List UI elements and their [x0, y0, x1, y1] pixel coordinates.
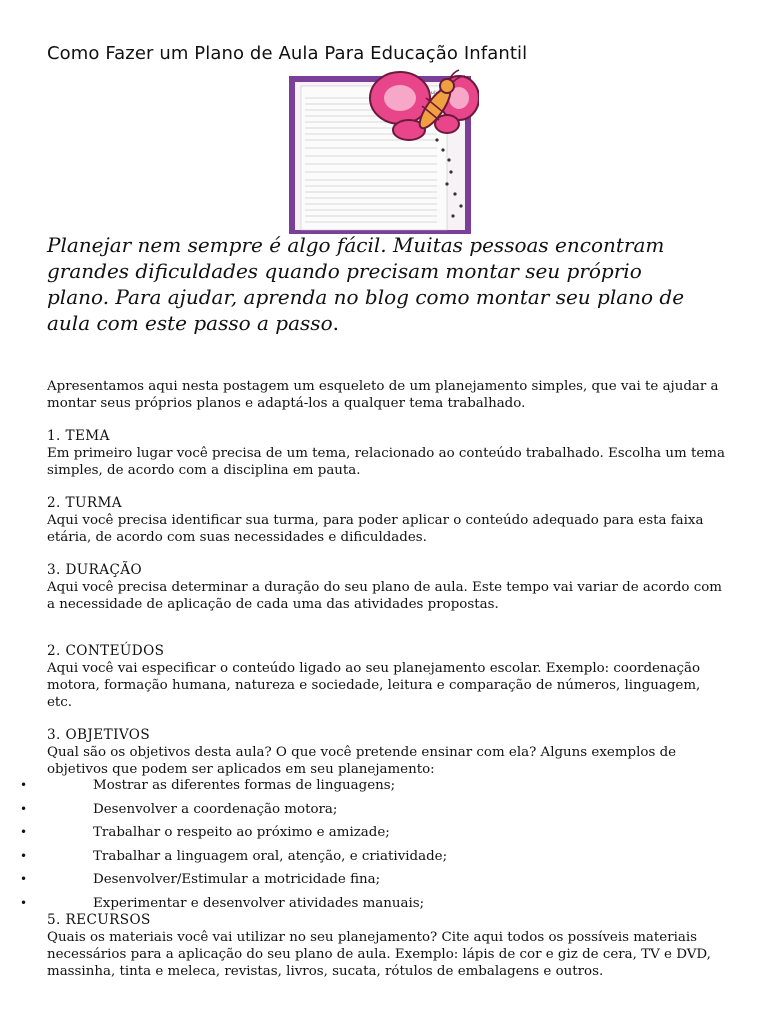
- intro-line: [47, 284, 737, 310]
- bullet-icon: •: [20, 801, 28, 816]
- bullet-icon: •: [20, 825, 28, 839]
- intro-fragment: aula com este passo a passo: [47, 311, 333, 335]
- list-item: [0, 868, 730, 892]
- section-objetivos: [47, 727, 727, 778]
- section-text: Aqui você precisa identificar sua turma, para poder aplicar o conteúdo adequado para esta faixa etária, de acordo com suas necessidades e dificuldades.: [47, 513, 704, 545]
- list-item: [0, 845, 730, 869]
- illustration-doc-title: Aula: [427, 90, 439, 96]
- bullet-icon: •: [20, 872, 28, 886]
- section-heading: 2. CONTEÚDOS: [47, 643, 165, 659]
- list-item-text: Mostrar as diferentes formas de linguagens;: [93, 778, 396, 793]
- section-heading: 5. RECURSOS: [47, 912, 151, 928]
- section-heading: 2. TURMA: [47, 495, 122, 511]
- bullet-icon: •: [20, 895, 28, 910]
- list-item-text: Trabalhar a linguagem oral, atenção, e criatividade;: [93, 848, 448, 864]
- section-duracao: [47, 562, 727, 613]
- butterfly-lesson-plan-image: [287, 68, 479, 236]
- list-item-text: Desenvolver a coordenação motora;: [93, 801, 338, 817]
- list-item: [0, 798, 730, 822]
- section-recursos: [47, 912, 727, 980]
- list-item-text: Trabalhar o respeito ao próximo e amizade;: [93, 825, 390, 840]
- bullet-icon: •: [20, 848, 28, 863]
- section-heading: 1. TEMA: [47, 428, 110, 444]
- list-item: [0, 892, 730, 916]
- intro-line: [47, 310, 737, 336]
- list-item-text: Experimentar e desenvolver atividades manuais;: [93, 895, 425, 911]
- list-item: [0, 774, 730, 798]
- intro-fragment: .: [332, 311, 339, 335]
- intro-fragment: plano: [47, 285, 103, 309]
- list-item-text: Desenvolver/Estimular a motricidade fina;: [93, 872, 381, 887]
- objectives-list-wrap: [20, 774, 727, 915]
- intro-paragraph: [47, 232, 737, 336]
- lead-paragraph: Apresentamos aqui nesta postagem um esqueleto de um planejamento simples, que vai te ajudar a montar seus próprios planos e adaptá-los a qualquer tema trabalhado.: [47, 379, 719, 411]
- article-body: [20, 378, 727, 980]
- section-text: Aqui você precisa determinar a duração do seu plano de aula. Este tempo vai variar de acordo com a necessidade de aplicação de cada uma das atividades propostas.: [47, 580, 722, 612]
- section-conteudos: [47, 643, 727, 711]
- section-tema: [47, 428, 727, 479]
- section-text: Em primeiro lugar você precisa de um tema, relacionado ao conteúdo trabalhado. Escolha um tema simples, de acordo com a disciplina em pauta.: [47, 446, 725, 478]
- list-item: [0, 821, 730, 845]
- section-turma: [47, 495, 727, 546]
- section-text: Qual são os objetivos desta aula? O que você pretende ensinar com ela? Alguns exemplos de objetivos que podem ser aplicados em seu planejamento:: [47, 745, 677, 777]
- section-heading: 3. OBJETIVOS: [47, 727, 151, 743]
- intro-fragment: . Para ajudar, aprenda no blog como montar seu plano de: [102, 285, 685, 309]
- intro-line: Planejar nem sempre é algo fácil. Muitas pessoas encontram: [47, 233, 665, 257]
- bullet-icon: •: [20, 778, 28, 792]
- section-heading: 3. DURAÇÃO: [47, 562, 143, 578]
- section-text: Aqui você vai especificar o conteúdo ligado ao seu planejamento escolar. Exemplo: coordenação motora, formação humana, natureza e sociedade, leitura e comparação de números, linguagem, etc.: [47, 661, 701, 710]
- objectives-list: [0, 774, 730, 915]
- section-text: Quais os materiais você vai utilizar no seu planejamento? Cite aqui todos os possíveis materiais necessários para a aplicação do seu plano de aula. Exemplo: lápis de cor e giz de cera, TV e DVD, massinha, tinta e meleca, revistas, livros, sucata, rótulos de embalagens e outros.: [47, 930, 711, 979]
- page-title: Como Fazer um Plano de Aula Para Educação Infantil: [47, 43, 528, 64]
- intro-line: grandes dificuldades quando precisam montar seu próprio: [47, 259, 642, 283]
